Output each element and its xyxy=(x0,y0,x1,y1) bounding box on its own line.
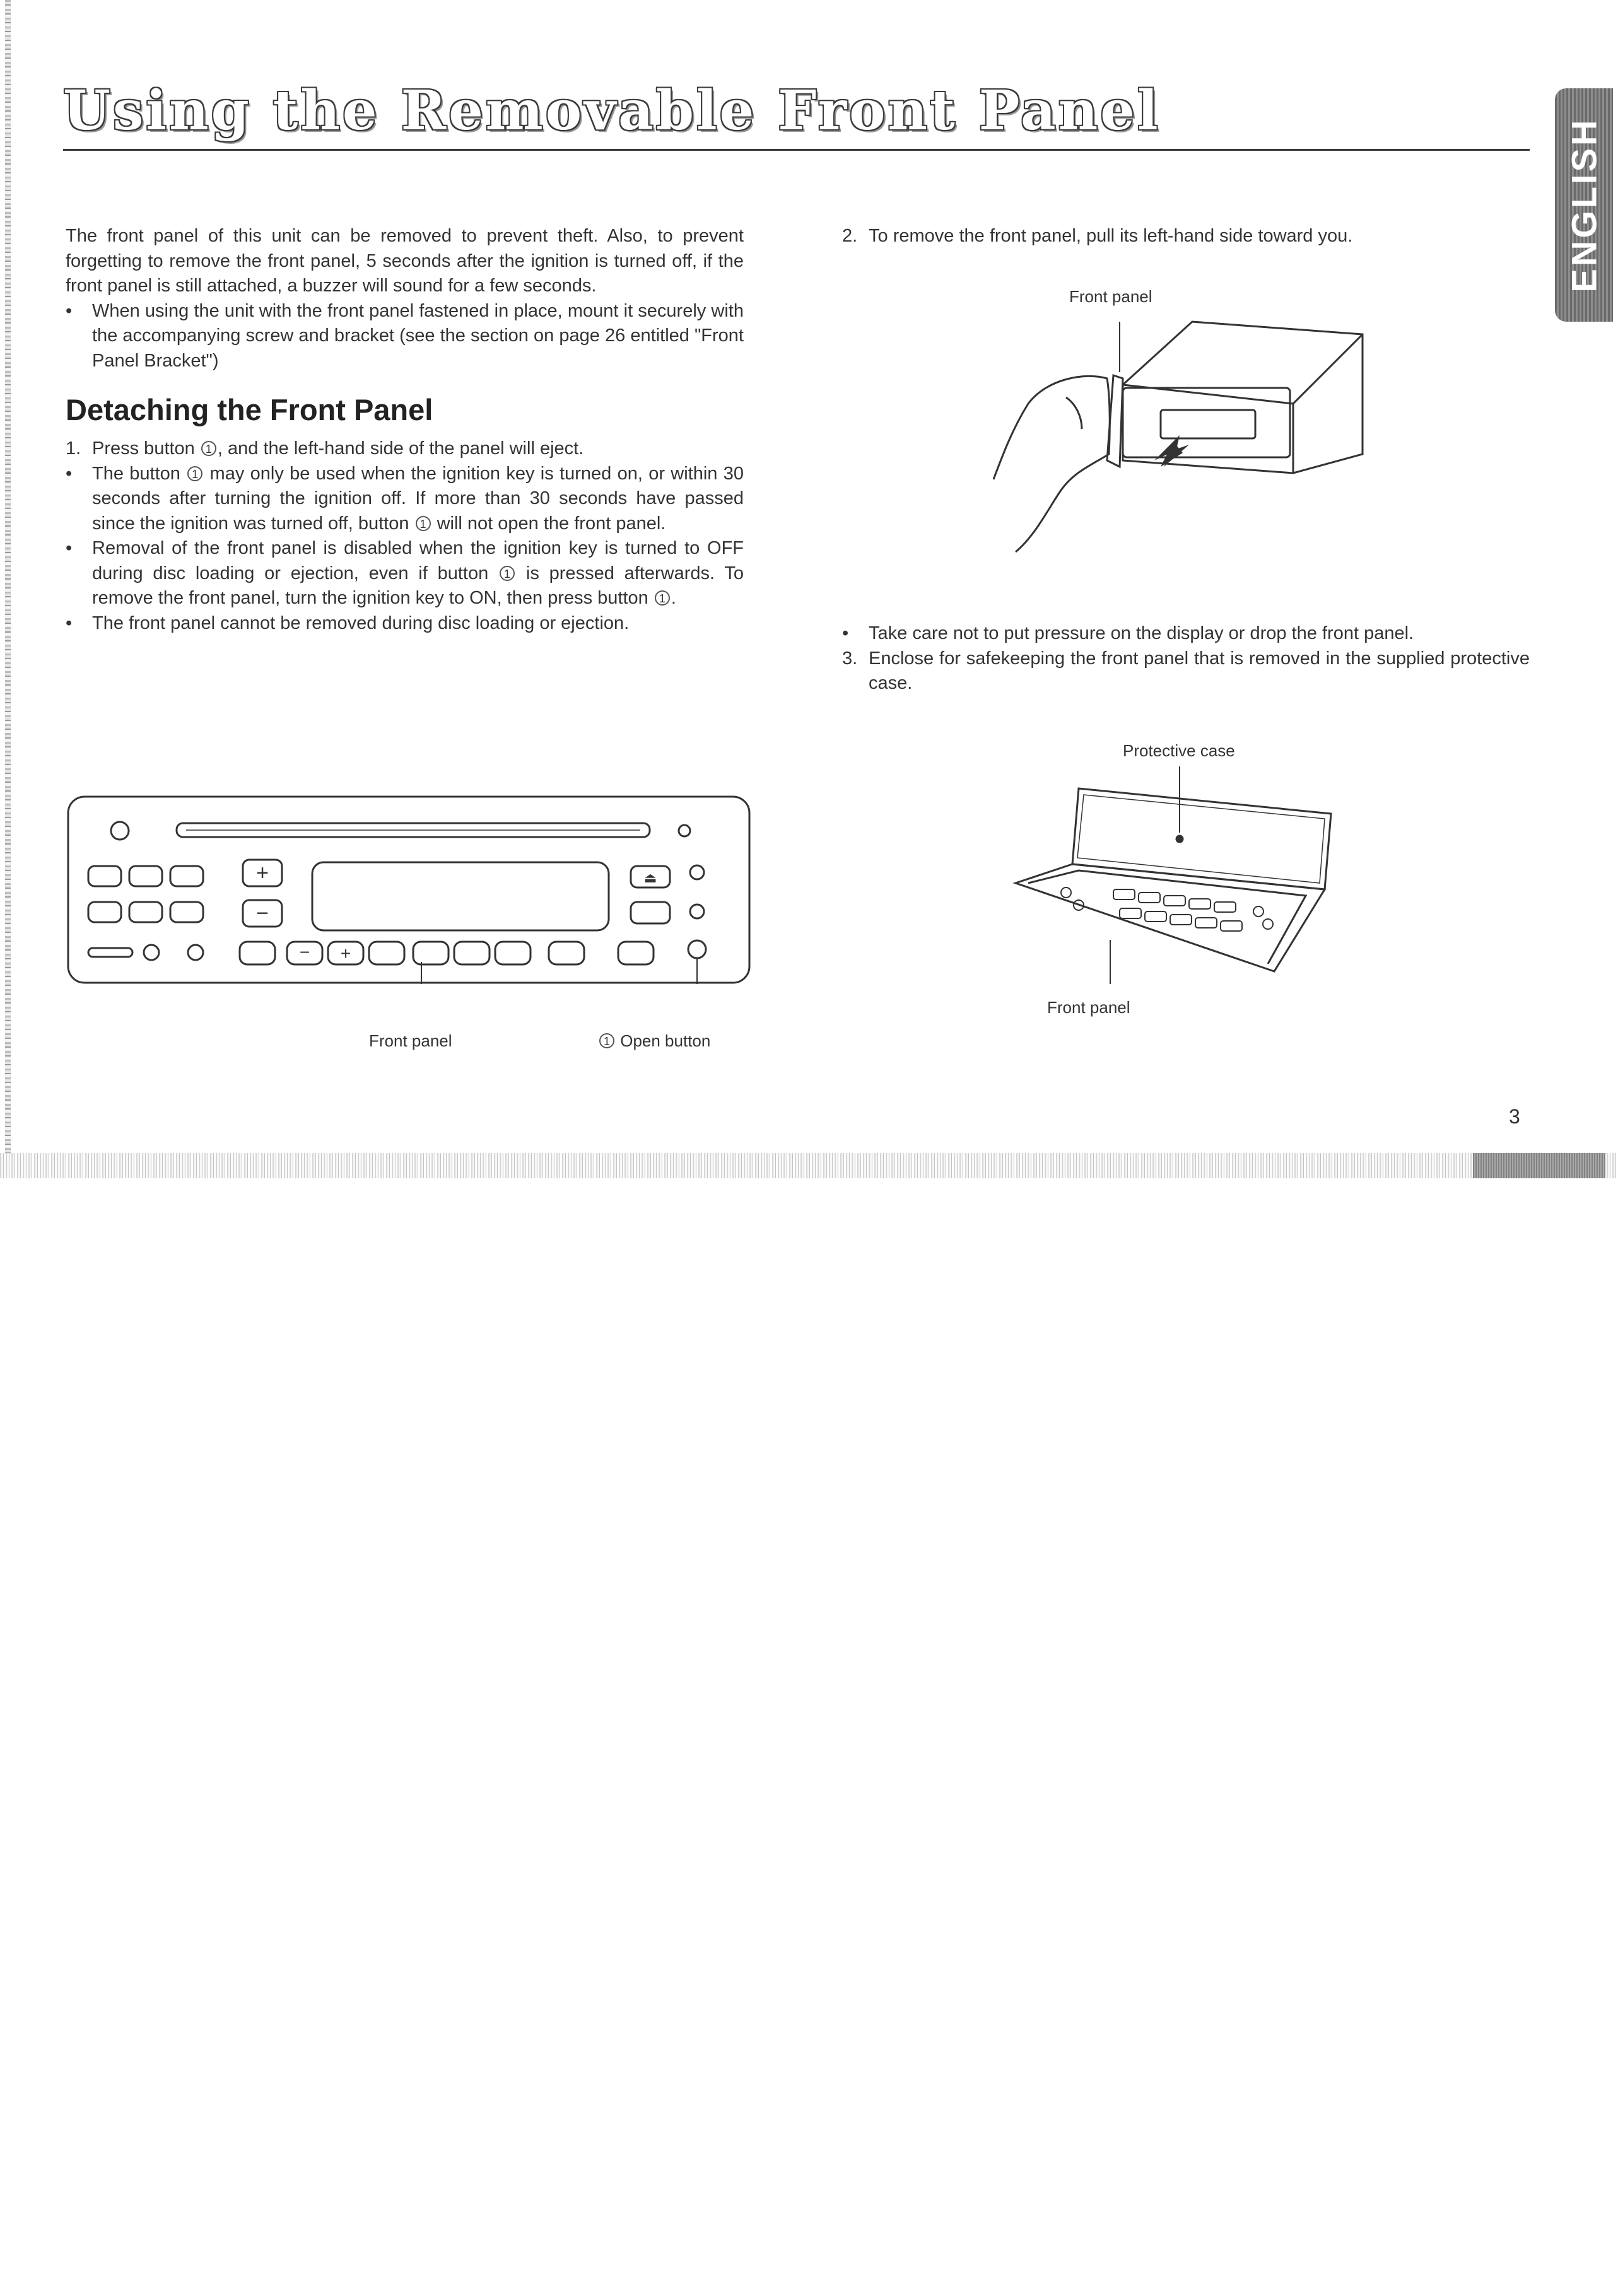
bullet-icon: • xyxy=(66,463,73,484)
minus-icon: − xyxy=(299,942,310,962)
bullet-2-text-a: Removal of the front panel is disabled when the ignition key is turned to OFF during disc loading or ejection, even if button xyxy=(92,538,744,583)
circled-one-icon: 1 xyxy=(655,590,670,606)
page-title: Using the Removable Front Panel xyxy=(63,79,1161,143)
page-number: 3 xyxy=(1509,1105,1520,1128)
intro-bullet-text: When using the unit with the front panel fastened in place, mount it securely with the accompanying screw and bracket (see the section on page 26 entitled "Front Panel Bracket") xyxy=(92,300,744,371)
bullet-3-text: The front panel cannot be removed during disc loading or ejection. xyxy=(92,612,630,633)
bullet-icon: • xyxy=(842,623,849,643)
front-panel-diagram xyxy=(63,792,757,1000)
step-1-text-a: Press button xyxy=(92,438,195,459)
bullet-icon: • xyxy=(66,538,73,558)
bullet-icon: • xyxy=(66,612,73,633)
step-1-number: 1. xyxy=(66,438,81,459)
step-1-text-b: , and the left-hand side of the panel will eject. xyxy=(217,438,584,459)
right-bullet xyxy=(842,621,1530,647)
label-front-panel-top: Front panel xyxy=(1069,287,1152,306)
protective-case-illustration xyxy=(1009,763,1350,984)
circled-one-icon: 1 xyxy=(187,466,202,481)
bullet-1-text-a: The button xyxy=(92,463,180,484)
bullet-3 xyxy=(66,611,744,636)
right-column-lower xyxy=(842,621,1530,696)
left-column xyxy=(66,224,744,636)
language-tab-label: ENGLISH xyxy=(1564,117,1604,293)
right-bullet-text: Take care not to put pressure on the display or drop the front panel. xyxy=(869,623,1414,643)
circled-one-icon: 1 xyxy=(201,441,216,456)
label-protective-case: Protective case xyxy=(1123,741,1235,760)
bullet-icon: • xyxy=(66,300,73,321)
panel-removal-illustration xyxy=(953,309,1419,561)
step-3-number: 3. xyxy=(842,648,858,669)
section-heading: Detaching the Front Panel xyxy=(66,393,433,426)
page-binding-edge xyxy=(5,0,11,1154)
step-2 xyxy=(842,224,1530,249)
bottom-scan-band xyxy=(0,1153,1618,1178)
bullet-1 xyxy=(66,462,744,537)
step-2-text: To remove the front panel, pull its left-hand side toward you. xyxy=(869,226,1353,246)
language-tab xyxy=(1555,88,1613,322)
title-rule xyxy=(63,149,1530,151)
circled-one-icon: 1 xyxy=(416,516,431,531)
step-2-number: 2. xyxy=(842,226,858,246)
bottom-scan-band-dark xyxy=(1473,1153,1605,1178)
label-front-panel: Front panel xyxy=(369,1031,452,1050)
bullet-2-text-c: . xyxy=(671,588,676,608)
label-open-button xyxy=(598,1031,710,1051)
bullet-1-text-c: will not open the front panel. xyxy=(437,513,666,534)
step-1 xyxy=(66,436,744,462)
circled-one-icon: 1 xyxy=(599,1033,614,1048)
step-3 xyxy=(842,647,1530,696)
intro-bullet xyxy=(66,299,744,374)
bullet-2-text-b: is pressed afterwards. To remove the front panel, turn the ignition key to ON, then press button xyxy=(92,563,744,608)
minus-icon: − xyxy=(256,901,269,925)
intro-paragraph: The front panel of this unit can be removed to prevent theft. Also, to prevent forgetting to remove the front panel, 5 seconds after the ignition is turned off, if the front panel is still attached, a buzzer will sound for a few seconds. xyxy=(66,226,744,296)
plus-icon: + xyxy=(340,944,351,963)
right-column xyxy=(842,224,1530,249)
eject-icon: ⏏ xyxy=(643,870,657,886)
bullet-2 xyxy=(66,536,744,611)
plus-icon: + xyxy=(256,861,269,885)
step-3-text: Enclose for safekeeping the front panel that is removed in the supplied protective case. xyxy=(869,648,1530,693)
circled-one-icon: 1 xyxy=(500,566,515,581)
label-open-button-text: Open button xyxy=(620,1031,711,1050)
bullet-1-text-b: may only be used when the ignition key is turned on, or within 30 seconds after turning the ignition off. If more than 30 seconds have passed since the ignition was turned off, button xyxy=(92,463,744,534)
label-front-panel-case: Front panel xyxy=(1047,998,1130,1017)
